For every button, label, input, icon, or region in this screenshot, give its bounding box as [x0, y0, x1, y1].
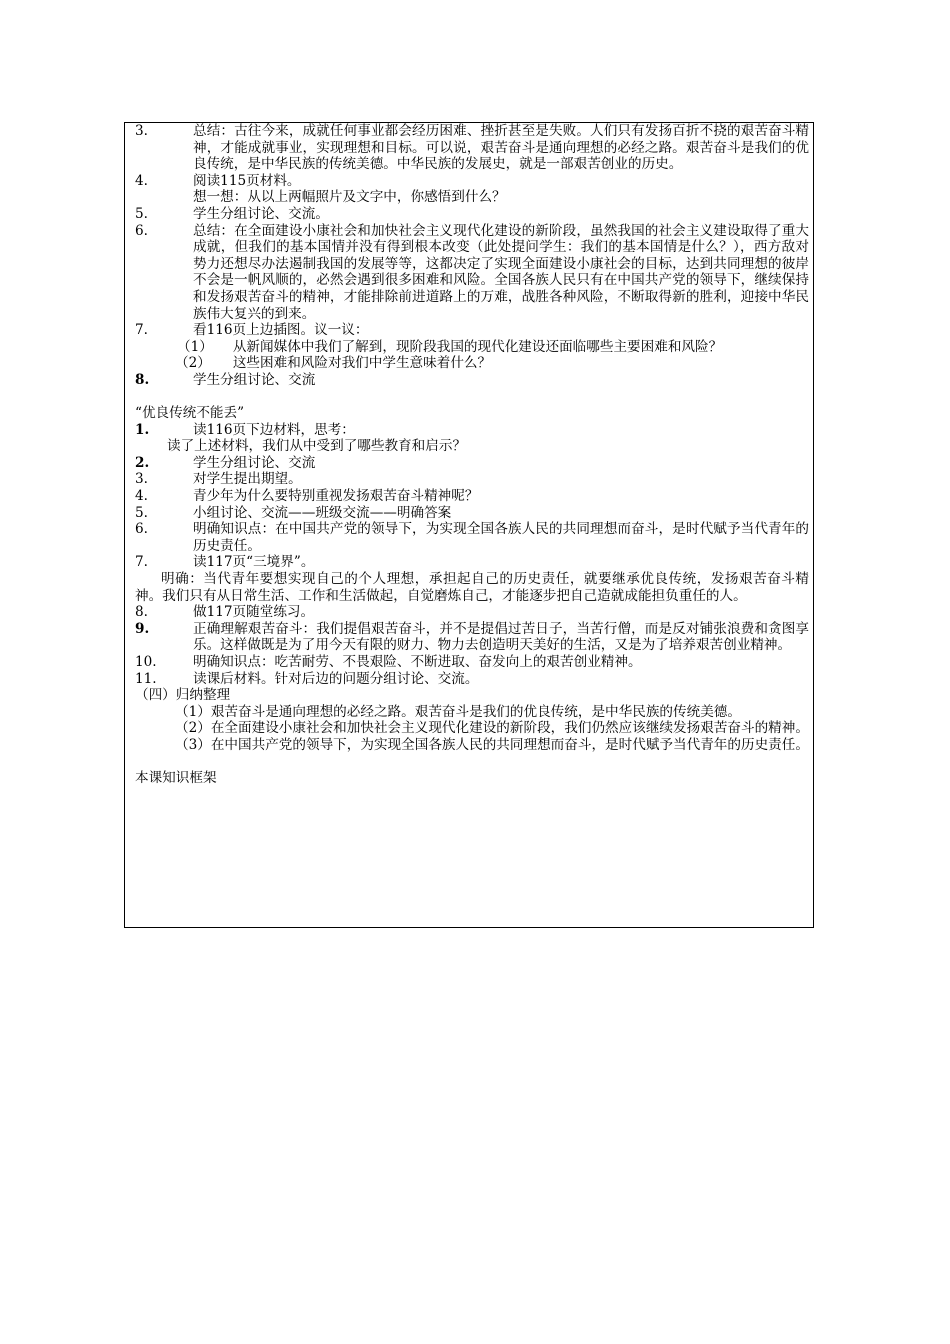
summary-heading: （四）归纳整理: [135, 687, 231, 704]
lesson-content: [135, 123, 809, 787]
item-number: 4.: [135, 172, 148, 189]
item-number: 6.: [135, 222, 148, 239]
question-line: 读了上述材料，我们从中受到了哪些教育和启示？: [167, 438, 467, 455]
item-number: 7.: [135, 554, 148, 571]
item-text: 读116页下边材料，思考：: [193, 421, 355, 438]
item-text: 总结：古往今来，成就任何事业都会经历困难、挫折甚至是失败。人们只有发扬百折不挠的艰苦奋斗精神，才能成就事业，实现理想和目标。可以说，艰苦奋斗是通向理想的必经之路。艰苦奋斗是我们的优良传统，是中华民族的传统美德。中华民族的发展史，就是一部艰苦创业的历史。: [193, 123, 809, 173]
item-number: 11.: [135, 670, 157, 687]
item-text: 读课后材料。针对后边的问题分组讨论、交流。: [193, 670, 479, 687]
item-number: 10.: [135, 654, 157, 670]
section-heading: “优良传统不能丢”: [135, 405, 245, 422]
list-item: [135, 521, 809, 554]
list-item: [135, 455, 809, 472]
item-number: [135, 189, 193, 206]
summary-point: （2）在全面建设小康社会和加快社会主义现代化建设的新阶段，我们仍然应该继续发扬艰苦奋斗的精神。: [175, 720, 809, 737]
list-item: [135, 372, 809, 389]
list-item: [135, 554, 809, 571]
sub-item-text: 这些困难和风险对我们中学生意味着什么？: [232, 355, 492, 372]
list-item: [135, 488, 809, 505]
list-item: [135, 621, 809, 654]
list-item: [135, 471, 809, 488]
item-number: 7.: [135, 322, 148, 339]
item-number: 5.: [135, 504, 148, 521]
item-text: 学生分组讨论、交流: [193, 371, 316, 388]
item-number: 4.: [135, 488, 148, 505]
item-text: 对学生提出期望。: [193, 471, 302, 488]
item-text: 学生分组讨论、交流。: [193, 205, 329, 222]
sub-item-number: （2）: [175, 355, 211, 372]
spacer: [135, 389, 809, 406]
summary-point: （1）艰苦奋斗是通向理想的必经之路。艰苦奋斗是我们的优良传统，是中华民族的传统美德。: [175, 703, 741, 720]
item-text: 做117页随堂练习。: [193, 604, 315, 621]
item-number: 6.: [135, 521, 148, 538]
item-text: 明确知识点：吃苦耐劳、不畏艰险、不断进取、奋发向上的艰苦创业精神。: [193, 654, 642, 670]
item-number: 8.: [135, 604, 148, 621]
list-item: [135, 123, 809, 173]
item-text: 阅读115页材料。: [193, 172, 301, 189]
item-text: 想一想：从以上两幅照片及文字中，你感悟到什么？: [193, 189, 506, 206]
list-item: [135, 223, 809, 323]
item-number: 1.: [135, 421, 150, 438]
explanation-paragraph: 明确：当代青年要想实现自己的个人理想，承担起自己的历史责任，就要继承优良传统，发扬艰苦奋斗精神。我们只有从日常生活、工作和生活做起，自觉磨炼自己，才能逐步把自己造就成能担负重任的人。: [135, 571, 809, 604]
sub-item-text: 从新闻媒体中我们了解到，现阶段我国的现代化建设还面临哪些主要困难和风险？: [232, 338, 723, 355]
framework-heading: 本课知识框架: [135, 770, 217, 787]
item-text: 正确理解艰苦奋斗：我们提倡艰苦奋斗，并不是提倡过苦日子，当苦行僧，而是反对铺张浪费和贪图享乐。这样做既是为了用今天有限的财力、物力去创造明天美好的生活，又是为了培养艰苦创业精神。: [193, 620, 809, 654]
list-item: [135, 173, 809, 190]
summary-point: （3）在中国共产党的领导下，为实现全国各族人民的共同理想而奋斗，是时代赋予当代青年的历史责任。: [175, 736, 809, 753]
item-text: 学生分组讨论、交流: [193, 454, 316, 471]
item-text: 总结：在全面建设小康社会和加快社会主义现代化建设的新阶段，虽然我国的社会主义建设取得了重大成就，但我们的基本国情并没有得到根本改变（此处提问学生：我们的基本国情是什么？），西方敌对势力还想尽办法遏制我国的发展等等，这都决定了实现全面建设小康社会的目标，达到共同理想的彼岸不会是一帆风顺的，必然会遇到很多困难和风险。全国各族人民只有在中国共产党的领导下，继续保持和发扬艰苦奋斗的精神，才能排除前进道路上的万难，战胜各种风险，不断取得新的胜利，迎接中华民族伟大复兴的到来。: [193, 222, 809, 322]
item-text: 明确知识点：在中国共产党的领导下，为实现全国各族人民的共同理想而奋斗，是时代赋予当代青年的历史责任。: [193, 521, 809, 554]
sub-item-number: （1）: [177, 338, 213, 355]
item-number: 9.: [135, 620, 150, 637]
list-item: [135, 189, 809, 206]
item-number: 3.: [135, 123, 148, 139]
item-number: 5.: [135, 205, 148, 222]
spacer: [135, 754, 809, 771]
sub-list-item: [135, 355, 809, 372]
item-text: 小组讨论、交流——班级交流——明确答案: [193, 504, 452, 521]
list-item: [135, 671, 809, 688]
sub-list-item: [135, 339, 809, 356]
list-item: [135, 422, 809, 439]
item-number: 2.: [135, 454, 150, 471]
list-item: [135, 505, 809, 522]
item-number: 3.: [135, 471, 148, 488]
list-item: [135, 604, 809, 621]
item-text: 读117页“三境界”。: [193, 554, 315, 571]
item-text: 看116页上边插图。议一议：: [193, 322, 369, 339]
list-item: [135, 654, 809, 671]
list-item: [135, 206, 809, 223]
item-text: 青少年为什么要特别重视发扬艰苦奋斗精神呢？: [193, 488, 479, 505]
item-number: 8.: [135, 371, 150, 388]
list-item: [135, 322, 809, 339]
